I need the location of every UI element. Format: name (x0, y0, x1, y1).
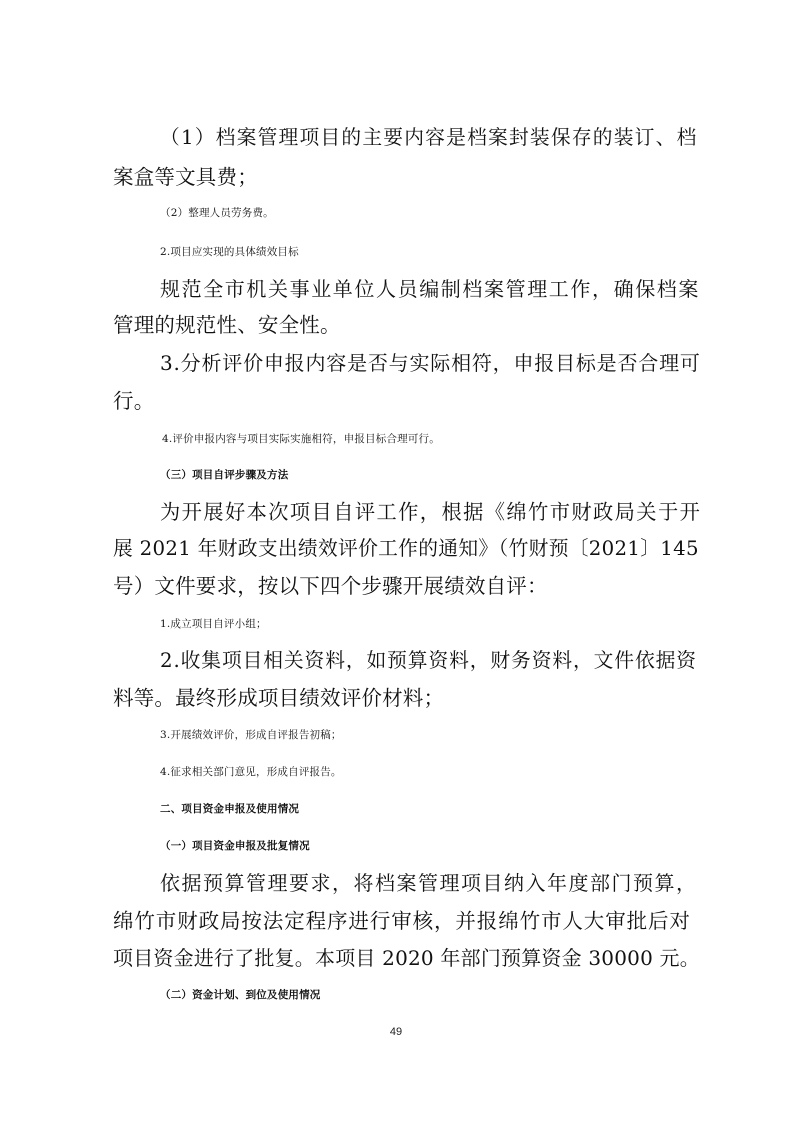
paragraph-line: （1）档案管理项目的主要内容是档案封装保存的装订、档 (160, 126, 698, 149)
paragraph-line: 3.分析评价申报内容是否与实际相符，申报目标是否合理可 (160, 351, 701, 375)
paragraph-line: 4.征求相关部门意见，形成自评报告。 (160, 766, 342, 778)
paragraph-line: 3.开展绩效评价，形成自评报告初稿； (160, 729, 342, 741)
paragraph-line: 1.成立项目自评小组； (160, 618, 267, 630)
page-number: 49 (389, 1026, 403, 1038)
paragraph-line: 号）文件要求，按以下四个步骤开展绩效自评： (113, 574, 548, 598)
paragraph-line: 案盒等文具费； (113, 165, 258, 189)
section-heading: 二、项目资金申报及使用情况 (160, 803, 300, 815)
paragraph-line: 项目资金进行了批复。本项目 2020 年部门预算资金 30000 元。 (113, 946, 700, 970)
paragraph-line: 2.项目应实现的具体绩效目标 (160, 246, 299, 258)
section-heading: （二）资金计划、到位及使用情况 (160, 989, 321, 1001)
paragraph-line: 依据预算管理要求，将档案管理项目纳入年度部门预算， (160, 871, 698, 895)
paragraph-line: 展 2021 年财政支出绩效评价工作的通知》（竹财预〔2021〕145 (113, 537, 699, 560)
paragraph-line: 行。 (113, 389, 155, 413)
paragraph-line: 为开展好本次项目自评工作，根据《绵竹市财政局关于开 (160, 500, 702, 524)
section-heading: （一）项目资金申报及批复情况 (160, 840, 310, 852)
paragraph-line: 绵竹市财政局按法定程序进行审核，并报绵竹市人大审批后对 (113, 909, 691, 933)
section-heading: （三）项目自评步骤及方法 (160, 469, 289, 481)
paragraph-line: 规范全市机关事业单位人员编制档案管理工作，确保档案 (160, 277, 700, 301)
paragraph-line: 2.收集项目相关资料，如预算资料，财务资料，文件依据资 (160, 649, 697, 672)
paragraph-line: 料等。最终形成项目绩效评价材料； (113, 686, 445, 710)
paragraph-line: 4.评价申报内容与项目实际实施相符，申报目标合理可行。 (162, 433, 440, 445)
paragraph-line: 管理的规范性、安全性。 (113, 313, 341, 337)
paragraph-line: （2）整理人员劳务费。 (160, 207, 274, 219)
